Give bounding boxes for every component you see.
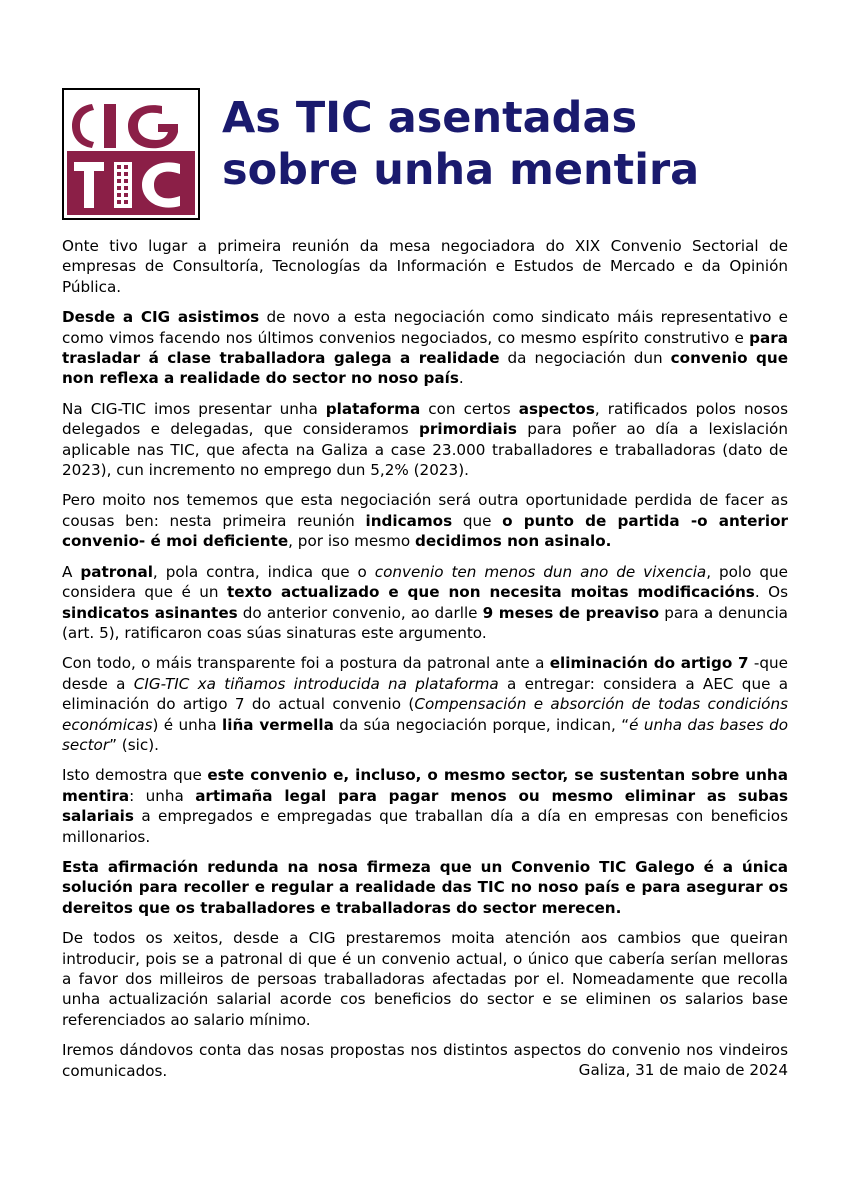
paragraph — [62, 653, 788, 755]
paragraph — [62, 928, 788, 1030]
text-run: Con todo, o máis transparente foi a postura da patronal ante a — [62, 654, 550, 673]
bold-text: plataforma — [325, 399, 421, 418]
bold-text: o punto de partida -o anterior convenio- é moi deficiente — [62, 511, 788, 551]
italic-text: Compensación e absorción de todas condicións económicas — [62, 695, 788, 734]
document-body — [62, 236, 788, 1091]
text-run: con certos — [420, 399, 519, 418]
text-run: para poñer ao día a lexislación aplicable nas TIC, que afecta na Galiza a case 23.000 traballadores e traballadoras (dato de 2023), cun incremento no emprego dun 5,2% (2023). — [62, 420, 788, 480]
text-run: De todos os xeitos, desde a CIG prestaremos moita atención aos cambios que queiran introducir, pois se a patronal di que é un convenio actual, o único que cabería serían melloras a favor dos milleiros de persoas traballadoras afectadas por el. Nomeadamente que recolla unha actualización salarial acorde cos beneficios do sector e se eliminen os salarios base referenciados ao salario mínimo. — [62, 929, 788, 1029]
text-run: , ratificados polos nosos delegados e delegadas, que consideramos — [62, 399, 788, 439]
document-title — [222, 92, 699, 196]
text-run: da negociación dun — [499, 349, 671, 368]
bold-text: artimaña legal para pagar menos ou mesmo eliminar as subas salariais — [62, 786, 788, 826]
paragraph — [62, 307, 788, 389]
text-run: para a denuncia (art. 5), ratificaron coas súas sinaturas este argumento. — [62, 603, 788, 642]
italic-text: CIG-TIC xa tiñamos introducida na plataforma — [133, 674, 499, 693]
bold-text: este convenio e, incluso, o mesmo sector, se sustentan sobre unha mentira — [62, 766, 788, 805]
text-run: Isto demostra que — [62, 766, 208, 785]
bold-text: decidimos non asinalo. — [415, 532, 612, 551]
text-run: Iremos dándovos conta das nosas propostas nos distintos aspectos do convenio nos vindeiros comunicados. — [62, 1041, 788, 1080]
paragraph — [62, 765, 788, 847]
text-run: , polo que considera que é un — [62, 562, 788, 602]
bold-text: aspectos — [518, 399, 595, 418]
text-run: Onte tivo lugar a primeira reunión da mesa negociadora do XIX Convenio Sectorial de empresas de Consultoría, Tecnologías da Información e Estudos de Mercado e da Opinión Pública. — [62, 237, 788, 296]
text-run: . — [458, 369, 464, 388]
text-run: que — [452, 511, 503, 530]
text-run: . Os — [754, 583, 789, 602]
text-run: ) é unha — [152, 715, 223, 734]
text-run: a entregar: considera a AEC que a eliminación do artigo 7 do actual convenio ( — [62, 674, 789, 714]
text-run: , pola contra, indica que o — [152, 562, 375, 581]
bold-text: Esta afirmación redunda na nosa firmeza que un Convenio TIC Galego é a única solución para recoller e regular a realidade das TIC no noso país e para asegurar os dereitos que os traballadores e traballadoras do sector merecen. — [62, 857, 788, 917]
paragraph — [62, 399, 788, 481]
text-run: do anterior convenio, ao darlle — [237, 603, 483, 622]
bold-text: para trasladar á clase traballadora galega a realidade — [62, 328, 788, 368]
italic-text: é unha das bases do sector — [62, 715, 788, 754]
text-run: Pero moito nos tememos que esta negociación será outra oportunidade perdida de facer as cousas ben: nesta primeira reunión — [62, 491, 788, 530]
text-run: da súa negociación porque, indican, “ — [333, 715, 630, 734]
paragraph — [62, 236, 788, 297]
bold-text: indicamos — [365, 511, 453, 530]
text-run: : unha — [129, 786, 196, 805]
bold-text: sindicatos asinantes — [62, 603, 238, 622]
text-run: de novo a esta negociación como sindicato máis representativo e como vimos facendo nos últimos convenios negociados, co mesmo espírito construtivo e — [62, 308, 789, 347]
text-run: -que desde a — [62, 654, 788, 693]
paragraph — [62, 562, 788, 644]
bold-text: 9 meses de preaviso — [482, 603, 660, 622]
cig-tic-logo — [62, 88, 200, 220]
italic-text: convenio ten menos dun ano de vixencia — [374, 562, 707, 581]
text-run: ” (sic). — [109, 735, 159, 754]
paragraph — [62, 490, 788, 551]
bold-text: eliminación do artigo 7 — [549, 654, 749, 673]
bold-text: liña vermella — [222, 715, 334, 734]
text-run: Na CIG-TIC imos presentar unha — [62, 399, 326, 418]
bold-text: Desde a CIG asistimos — [62, 308, 260, 327]
text-run: A — [62, 562, 81, 581]
bold-text: patronal — [80, 562, 153, 581]
text-run: a empregados e empregadas que traballan día a día en empresas con beneficios millonarios. — [62, 807, 788, 846]
place-date: Galiza, 31 de maio de 2024 — [578, 1061, 788, 1079]
bold-text: convenio que non reflexa a realidade do sector no noso país — [62, 349, 789, 388]
bold-text: texto actualizado e que non necesita moitas modificacións — [227, 583, 755, 602]
title-line-2: sobre unha mentira — [222, 145, 700, 195]
paragraph — [62, 857, 788, 918]
title-line-1: As TIC asentadas — [222, 93, 638, 143]
text-run: , por iso mesmo — [288, 532, 416, 551]
bold-text: primordiais — [419, 420, 517, 439]
